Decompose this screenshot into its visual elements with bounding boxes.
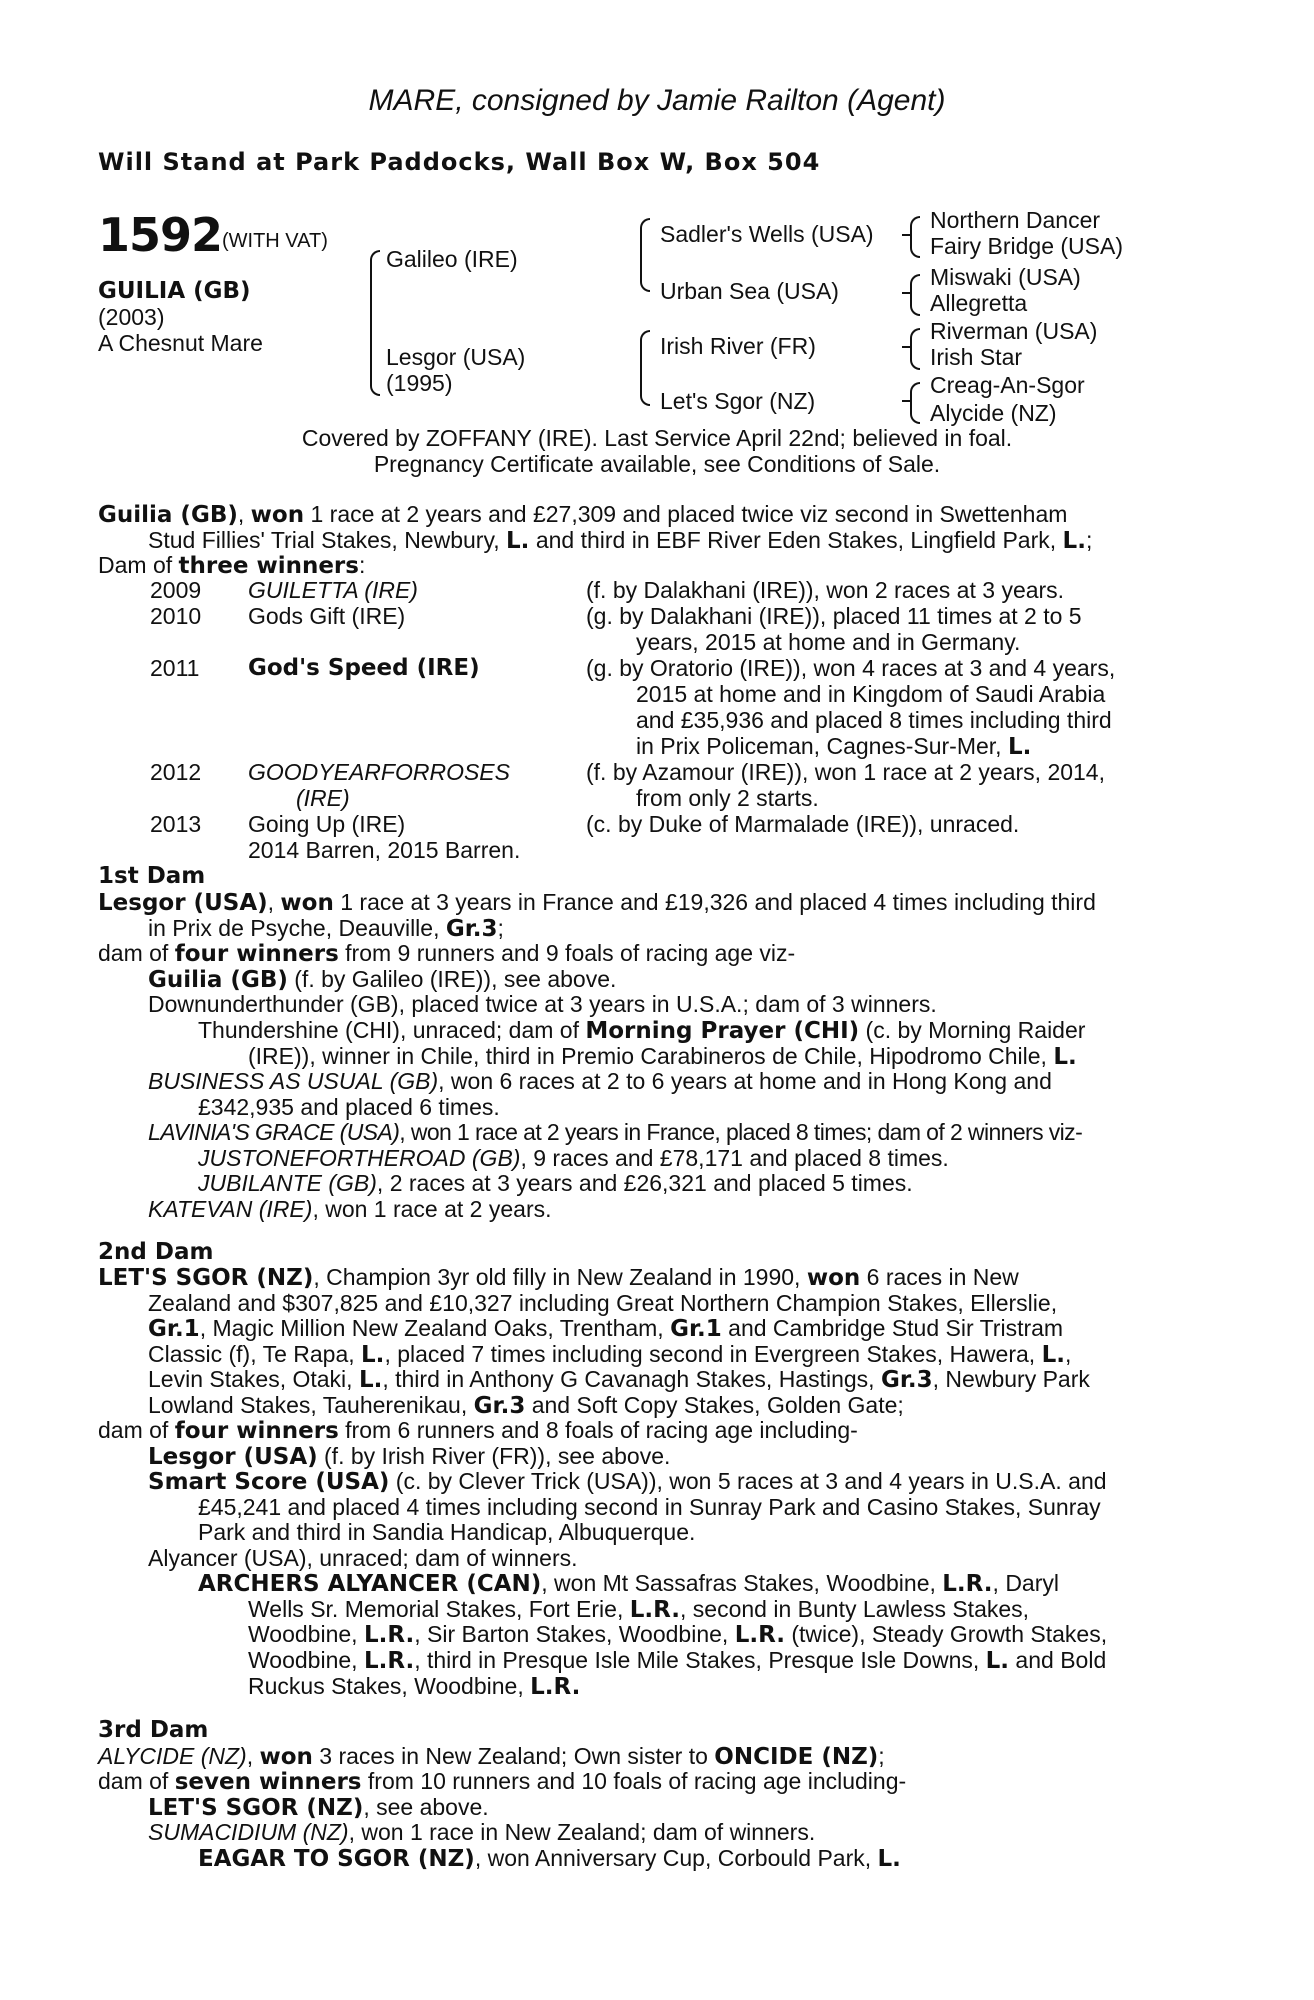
second-dam-entry	[248, 1674, 580, 1701]
group-label: Gr.1	[148, 1316, 200, 1342]
pedigree-dam: Lesgor (USA)	[386, 344, 526, 370]
mare-summary: Guilia (GB), won 1 race at 2 years and £27,309 and placed twice viz second in Swettenham	[98, 501, 1068, 528]
produce-details: (g. by Oratorio (IRE)), won 4 races at 3 and 4 years,	[586, 655, 1116, 681]
text: , placed 7 times including second in Evergreen Stakes, Hawera,	[384, 1341, 1042, 1367]
won-label: won	[250, 502, 305, 528]
pedigree-dam-sire: Irish River (FR)	[660, 333, 816, 359]
text: dam of	[98, 940, 175, 966]
third-dam-entry	[198, 1846, 901, 1873]
first-dam-summary: Lesgor (USA), won 1 race at 3 years in France and £19,326 and placed 4 times including third	[98, 889, 1096, 916]
second-dam-summary	[98, 1265, 1019, 1292]
brace-point-5	[902, 292, 910, 294]
produce-year: 2009	[150, 577, 202, 603]
text: 6 races in New	[860, 1264, 1019, 1290]
text: in Prix Policeman, Cagnes-Sur-Mer,	[636, 733, 1008, 759]
entry-name: SUMACIDIUM (NZ)	[148, 1819, 349, 1845]
text: ;	[878, 1743, 885, 1769]
brace-point-7	[902, 400, 910, 402]
text: , won Mt Sassafras Stakes, Woodbine,	[541, 1570, 943, 1596]
mare-name: Guilia (GB)	[98, 502, 238, 528]
pedigree-dam-year: (1995)	[386, 370, 453, 396]
first-dam-dam-of	[98, 941, 795, 968]
third-dam-entry	[148, 1820, 815, 1846]
text: (c. by Clever Trick (USA)), won 5 races at 3 and 4 years in U.S.A. and	[389, 1468, 1107, 1494]
text: (f. by Galileo (IRE)), see above.	[287, 966, 617, 992]
lot-number: 1592	[98, 208, 223, 262]
group-label: Gr.3	[880, 1367, 933, 1393]
produce-details: from only 2 starts.	[636, 785, 819, 811]
produce-name: (IRE)	[296, 785, 350, 811]
entry-name: EAGAR TO SGOR (NZ)	[198, 1846, 475, 1872]
text: Woodbine,	[248, 1647, 364, 1673]
listed-label: L.	[1053, 1044, 1077, 1070]
produce-details: (c. by Duke of Marmalade (IRE)), unraced.	[586, 811, 1020, 837]
text: from 10 runners and 10 foals of racing age including-	[361, 1768, 907, 1794]
text: , 9 races and £78,171 and placed 8 times.	[520, 1145, 949, 1171]
first-dam-heading: 1st Dam	[98, 863, 206, 889]
second-dam-entry: £45,241 and placed 4 times including second in Sunray Park and Casino Stakes, Sunray	[198, 1494, 1101, 1520]
vat-label: (WITH VAT)	[222, 230, 328, 252]
text: , see above.	[363, 1794, 489, 1820]
text: and third in EBF River Eden Stakes, Lingfield Park,	[529, 527, 1063, 553]
listed-label: L.R.	[734, 1622, 785, 1648]
produce-year: 2013	[150, 811, 202, 837]
first-dam-entry	[198, 1146, 949, 1172]
pedigree-brace-1	[370, 250, 380, 396]
listed-label: L.	[361, 1342, 385, 1368]
group-label: Gr.1	[670, 1316, 722, 1342]
second-dam-entry	[248, 1648, 1106, 1675]
first-dam-entry	[148, 1069, 1052, 1095]
third-dam-heading: 3rd Dam	[98, 1717, 209, 1743]
listed-label: L.	[1007, 734, 1032, 760]
second-dam-summary	[148, 1367, 1090, 1394]
entry-name: ARCHERS ALYANCER (CAN)	[198, 1571, 542, 1597]
group-label: Gr.3	[445, 916, 498, 942]
mare-dam-of	[98, 553, 365, 580]
produce-name: GOODYEARFORROSES	[248, 759, 510, 785]
text: Dam of	[98, 552, 179, 578]
third-dam-entry	[148, 1795, 489, 1822]
text: Stud Fillies' Trial Stakes, Newbury,	[148, 527, 507, 553]
second-dam-entry	[248, 1622, 1107, 1649]
won-label: won	[280, 890, 334, 916]
pedigree-sire-dam: Urban Sea (USA)	[660, 278, 839, 304]
pedigree-g1: Northern Dancer	[930, 207, 1101, 233]
brace-point-6	[902, 346, 910, 348]
listed-label: L.	[1062, 528, 1086, 554]
pedigree-g4: Allegretta	[930, 290, 1028, 316]
listed-label: L.	[358, 1367, 383, 1393]
group-label: Gr.3	[473, 1393, 526, 1419]
first-dam-entry	[248, 1044, 1077, 1071]
second-dam-entry	[198, 1571, 1059, 1598]
text: , won Anniversary Cup, Corbould Park,	[474, 1845, 878, 1871]
second-dam-summary	[148, 1393, 904, 1420]
produce-name: Going Up (IRE)	[248, 811, 406, 837]
produce-details: years, 2015 at home and in Germany.	[636, 629, 1021, 655]
text: from 9 runners and 9 foals of racing age viz-	[338, 940, 796, 966]
text: dam of	[98, 1417, 175, 1443]
text: ,	[246, 1743, 260, 1769]
sister-name: ONCIDE (NZ)	[714, 1744, 879, 1770]
pedigree-g2: Fairy Bridge (USA)	[930, 233, 1123, 259]
second-dam-entry: Park and third in Sandia Handicap, Albuquerque.	[198, 1519, 696, 1545]
third-dam-dam-of	[98, 1769, 906, 1796]
first-dam-summary-2	[148, 916, 504, 943]
text: , won 1 race at 2 years.	[312, 1196, 552, 1222]
produce-details: 2015 at home and in Kingdom of Saudi Arabia	[636, 681, 1106, 707]
covered-line: Covered by ZOFFANY (IRE). Last Service April 22nd; believed in foal.	[301, 425, 1013, 451]
text: 1 race at 2 years and £27,309 and placed twice viz second in Swettenham	[304, 501, 1068, 527]
text: Lowland Stakes, Tauherenikau,	[148, 1392, 474, 1418]
entry-name: LET'S SGOR (NZ)	[148, 1795, 364, 1821]
text: Woodbine,	[248, 1621, 364, 1647]
text: , third in Anthony G Cavanagh Stakes, Hastings,	[382, 1366, 881, 1392]
text: Ruckus Stakes, Woodbine,	[248, 1673, 531, 1699]
pedigree-brace-5	[910, 274, 920, 316]
entry-name: JUSTONEFORTHEROAD (GB)	[198, 1145, 521, 1171]
pedigree-brace-2	[640, 218, 650, 292]
text: Levin Stakes, Otaki,	[148, 1366, 359, 1392]
pedigree-brace-7	[910, 382, 920, 424]
listed-label: L.R.	[363, 1622, 415, 1648]
entry-name: Guilia (GB)	[148, 967, 288, 993]
text: , Daryl	[992, 1570, 1059, 1596]
text: , third in Presque Isle Mile Stakes, Presque Isle Downs,	[414, 1647, 986, 1673]
produce-barren: 2014 Barren, 2015 Barren.	[248, 837, 521, 863]
listed-label: L.R.	[530, 1674, 581, 1700]
text: and Soft Copy Stakes, Golden Gate;	[525, 1392, 904, 1418]
second-dam-entry: Alyancer (USA), unraced; dam of winners.	[148, 1545, 578, 1571]
produce-name: GUILETTA (IRE)	[248, 577, 418, 603]
produce-details: (f. by Azamour (IRE)), won 1 race at 2 years, 2014,	[586, 759, 1105, 785]
listed-label: L.	[506, 528, 530, 554]
entry-name: BUSINESS AS USUAL (GB)	[148, 1068, 439, 1094]
pedigree-g8: Alycide (NZ)	[930, 400, 1057, 426]
text: and Bold	[1009, 1647, 1107, 1673]
text: and Cambridge Stud Sir Tristram	[721, 1315, 1064, 1341]
first-dam-name: Lesgor (USA)	[98, 890, 268, 916]
horse-year: (2003)	[98, 304, 165, 330]
entry-name: LAVINIA'S GRACE (USA)	[148, 1119, 400, 1145]
listed-label: L.R.	[942, 1571, 993, 1597]
pedigree-g6: Irish Star	[930, 344, 1023, 370]
text: (c. by Morning Raider	[859, 1017, 1086, 1043]
third-dam-name: ALYCIDE (NZ)	[98, 1743, 247, 1769]
entry-name: Smart Score (USA)	[148, 1469, 390, 1495]
second-dam-entry	[248, 1597, 1029, 1624]
pedigree-g3: Miswaki (USA)	[930, 264, 1081, 290]
text: 3 races in New Zealand; Own sister to	[312, 1743, 715, 1769]
produce-name: Gods Gift (IRE)	[248, 603, 406, 629]
second-dam-entry	[148, 1444, 670, 1471]
produce-year: 2010	[150, 603, 202, 629]
pedigree-sire-sire: Sadler's Wells (USA)	[660, 221, 874, 247]
text: Wells Sr. Memorial Stakes, Fort Erie,	[248, 1596, 630, 1622]
text: 1 race at 3 years in France and £19,326 and placed 4 times including third	[333, 889, 1096, 915]
second-dam-summary	[148, 1316, 1063, 1343]
text: , won 1 race in New Zealand; dam of winners.	[348, 1819, 816, 1845]
second-dam-summary: Classic (f), Te Rapa, L., placed 7 times including second in Evergreen Stakes, Hawera, L.,	[148, 1341, 1072, 1368]
listed-label: L.R.	[629, 1597, 681, 1623]
text: dam of	[98, 1768, 175, 1794]
text: Thundershine (CHI), unraced; dam of	[198, 1017, 586, 1043]
pedigree-g7: Creag-An-Sgor	[930, 372, 1085, 398]
produce-details: (g. by Dalakhani (IRE)), placed 11 times at 2 to 5	[586, 603, 1082, 629]
horse-name: GUILIA (GB)	[98, 278, 251, 304]
entry-name: Morning Prayer (CHI)	[585, 1018, 860, 1044]
text: from 6 runners and 8 foals of racing age including-	[338, 1417, 858, 1443]
text: :	[358, 552, 366, 578]
text: in Prix de Psyche, Deauville,	[148, 915, 446, 941]
entry-name: KATEVAN (IRE)	[148, 1196, 313, 1222]
pedigree-sire: Galileo (IRE)	[386, 246, 518, 272]
pedigree-dam-dam: Let's Sgor (NZ)	[660, 388, 816, 414]
produce-year: 2012	[150, 759, 202, 785]
first-dam-entry	[198, 1018, 1085, 1045]
entry-name: Lesgor (USA)	[148, 1444, 318, 1470]
text: (f. by Irish River (FR)), see above.	[317, 1443, 671, 1469]
produce-details: and £35,936 and placed 8 times including third	[636, 707, 1112, 733]
text: , Newbury Park	[932, 1366, 1090, 1392]
text: , 2 races at 3 years and £26,321 and placed 5 times.	[376, 1170, 913, 1196]
produce-details: (f. by Dalakhani (IRE)), won 2 races at 3 years.	[586, 577, 1065, 603]
text: , Magic Million New Zealand Oaks, Trentham,	[199, 1315, 671, 1341]
winners-count: seven winners	[174, 1769, 362, 1795]
first-dam-entry	[148, 1120, 1082, 1146]
pedigree-brace-4	[910, 216, 920, 258]
winners-count: four winners	[174, 1418, 339, 1444]
text: ;	[497, 915, 504, 941]
first-dam-entry	[148, 1197, 552, 1223]
winners-count: three winners	[178, 553, 359, 579]
won-label: won	[806, 1265, 861, 1291]
third-dam-summary	[98, 1744, 885, 1771]
produce-name: God's Speed (IRE)	[248, 655, 480, 681]
pedigree-brace-3	[640, 330, 650, 406]
produce-year: 2011	[150, 655, 200, 681]
stand-location: Will Stand at Park Paddocks, Wall Box W, Box 504	[98, 148, 821, 176]
brace-point-4	[902, 234, 910, 236]
text: , second in Bunty Lawless Stakes,	[680, 1596, 1030, 1622]
winners-count: four winners	[174, 941, 339, 967]
first-dam-entry: Downunderthunder (GB), placed twice at 3 years in U.S.A.; dam of 3 winners.	[148, 991, 937, 1017]
text: , won 1 race at 2 years in France, placed 8 times; dam of 2 winners viz-	[399, 1119, 1083, 1145]
horse-description: A Chesnut Mare	[98, 330, 263, 356]
won-label: won	[259, 1744, 313, 1770]
first-dam-entry	[198, 1171, 913, 1197]
certificate-line: Pregnancy Certificate available, see Conditions of Sale.	[373, 451, 941, 477]
text: ;	[1085, 527, 1093, 553]
text: (IRE)), winner in Chile, third in Premio Carabineros de Chile, Hipodromo Chile,	[248, 1043, 1054, 1069]
first-dam-entry: £342,935 and placed 6 times.	[198, 1094, 500, 1120]
second-dam-summary: Zealand and $307,825 and £10,327 including Great Northern Champion Stakes, Ellerslie,	[148, 1290, 1058, 1316]
second-dam-entry	[148, 1469, 1107, 1496]
mare-summary-2	[148, 528, 1092, 555]
listed-label: L.	[877, 1846, 901, 1872]
text: , Sir Barton Stakes, Woodbine,	[414, 1621, 735, 1647]
produce-details	[636, 734, 1031, 761]
listed-label: L.	[1041, 1342, 1065, 1368]
text: , won 6 races at 2 to 6 years at home and in Hong Kong and	[438, 1068, 1052, 1094]
second-dam-name: LET'S SGOR (NZ)	[98, 1265, 314, 1291]
text: , Champion 3yr old filly in New Zealand in 1990,	[313, 1264, 807, 1290]
text: Classic (f), Te Rapa,	[148, 1341, 362, 1367]
pedigree-g5: Riverman (USA)	[930, 318, 1098, 344]
first-dam-entry	[148, 967, 616, 994]
catalogue-title: MARE, consigned by Jamie Railton (Agent)	[368, 84, 946, 117]
entry-name: JUBILANTE (GB)	[198, 1170, 377, 1196]
listed-label: L.R.	[363, 1648, 415, 1674]
pedigree-brace-6	[910, 328, 920, 370]
second-dam-heading: 2nd Dam	[98, 1239, 214, 1265]
text: (twice), Steady Growth Stakes,	[784, 1621, 1108, 1647]
listed-label: L.	[985, 1648, 1010, 1674]
second-dam-dam-of	[98, 1418, 858, 1445]
